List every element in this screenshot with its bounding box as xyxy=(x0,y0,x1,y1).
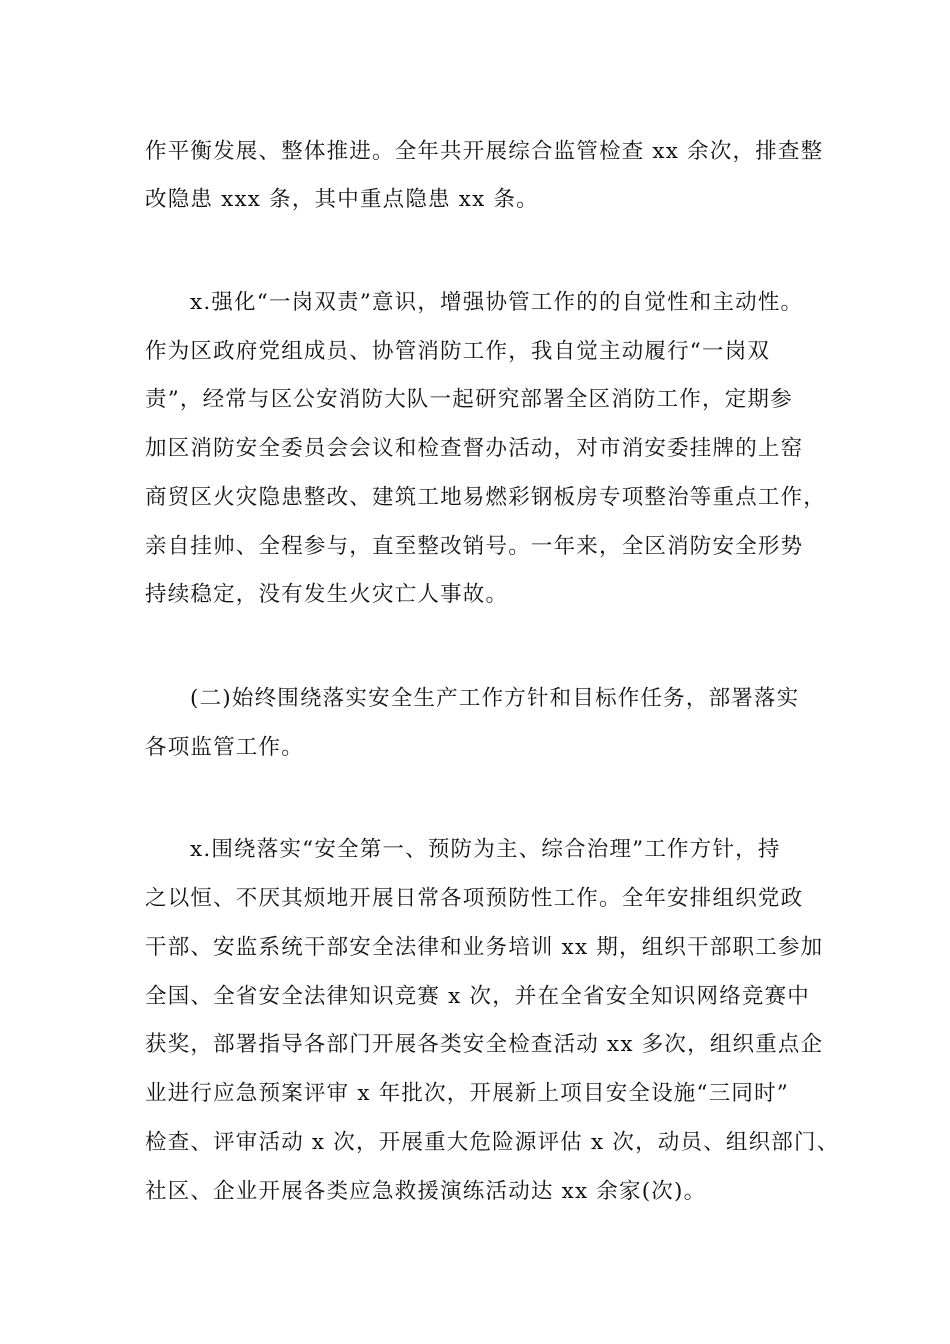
text-line: 改隐患 xxx 条，其中重点隐患 xx 条。 xyxy=(145,187,539,212)
text-line: 全国、全省安全法律知识竞赛 x 次，并在全省安全知识网络竞赛中 xyxy=(145,984,810,1009)
text-line: 亲自挂帅、全程参与，直至整改销号。一年来，全区消防安全形势 xyxy=(145,534,804,559)
text-line: 之以恒、不厌其烦地开展日常各项预防性工作。全年安排组织党政 xyxy=(145,886,804,911)
paragraph-first-line: x.围绕落实“安全第一、预防为主、综合治理”工作方针，持 xyxy=(190,837,781,862)
text-line: 作为区政府党组成员、协管消防工作，我自觉主动履行“一岗双 xyxy=(145,339,771,364)
section-heading-continued: 各项监管工作。 xyxy=(145,735,304,760)
section-heading: (二)始终围绕落实安全生产工作方针和目标作任务，部署落实 xyxy=(190,686,800,711)
text-line: 获奖，部署指导各部门开展各类安全检查活动 xx 多次，组织重点企 xyxy=(145,1032,824,1057)
text-line: 检查、评审活动 x 次，开展重大危险源评估 x 次，动员、组织部门、 xyxy=(145,1130,840,1155)
text-line: 持续稳定，没有发生火灾亡人事故。 xyxy=(145,582,509,607)
paragraph-first-line: x.强化“一岗双责”意识，增强协管工作的的自觉性和主动性。 xyxy=(190,290,804,315)
text-line: 责”，经常与区公安消防大队一起研究部署全区消防工作，定期参 xyxy=(145,387,793,412)
text-line: 商贸区火灾隐患整改、建筑工地易燃彩钢板房专项整治等重点工作， xyxy=(145,485,827,510)
text-line: 干部、安监系统干部安全法律和业务培训 xx 期，组织干部职工参加 xyxy=(145,935,824,960)
text-line: 加区消防安全委员会会议和检查督办活动，对市消安委挂牌的上窑 xyxy=(145,436,804,461)
text-line: 作平衡发展、整体推进。全年共开展综合监管检查 xx 余次，排查整 xyxy=(145,139,824,164)
text-line: 社区、企业开展各类应急救援演练活动达 xx 余家(次)。 xyxy=(145,1179,707,1204)
text-line: 业进行应急预案评审 x 年批次，开展新上项目安全设施“三同时” xyxy=(145,1081,789,1106)
